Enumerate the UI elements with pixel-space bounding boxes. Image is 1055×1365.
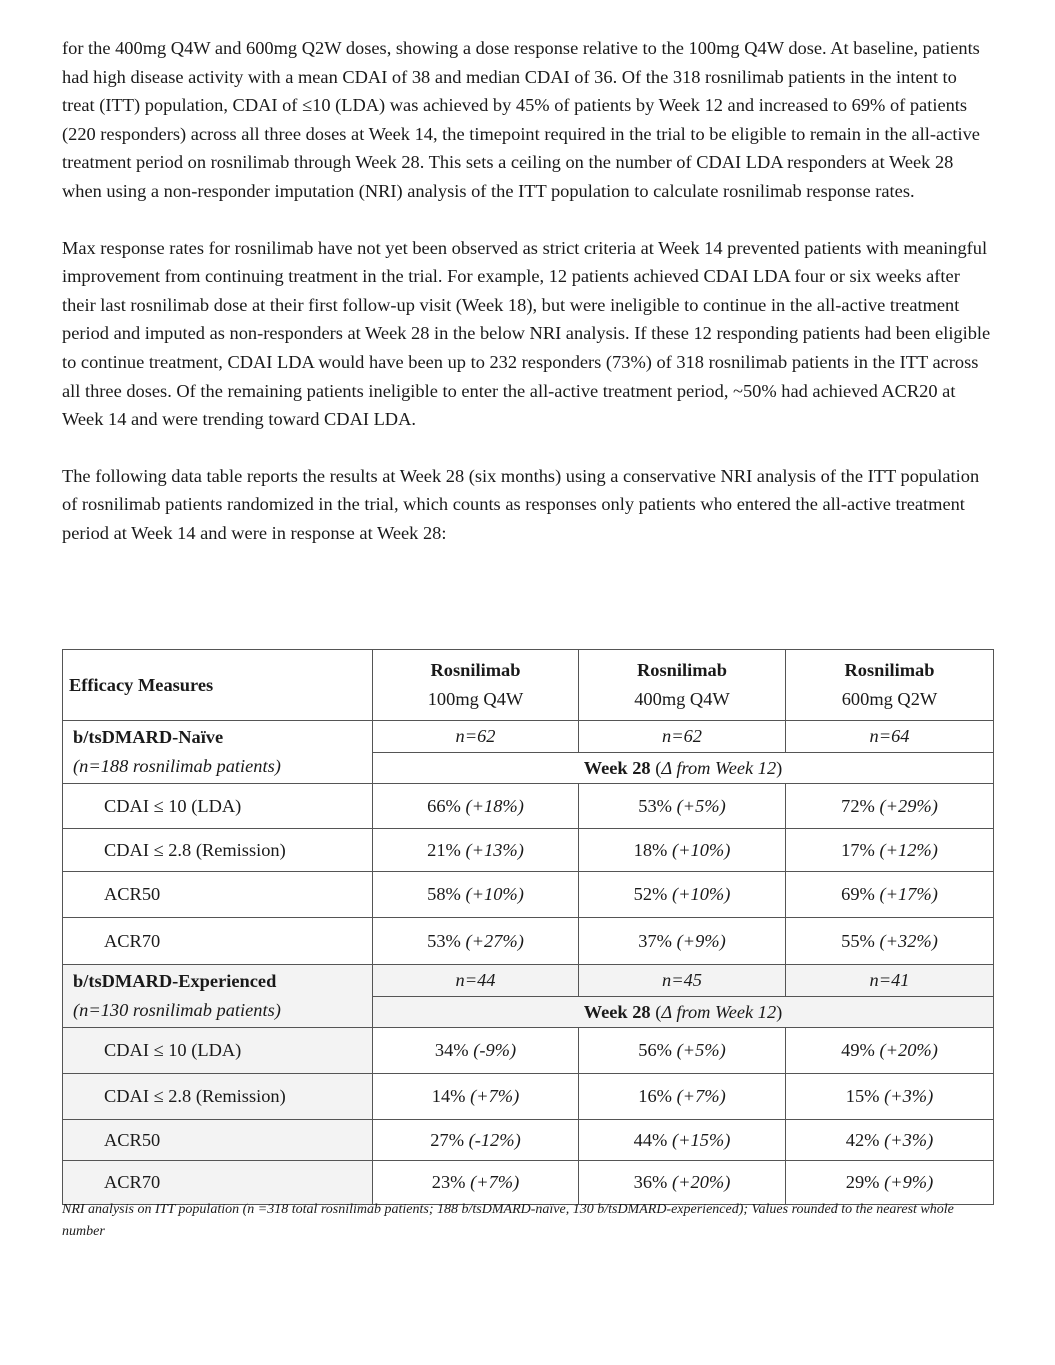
dose-header-100mg: Rosnilimab 100mg Q4W (373, 650, 579, 721)
table-header-row (63, 650, 994, 721)
group-label-experienced: b/tsDMARD-Experienced (n=130 rosnilimab patients) (63, 965, 373, 1028)
value-cell: 72% (+29%) (786, 784, 994, 829)
measure-label: CDAI ≤ 2.8 (Remission) (63, 1074, 373, 1120)
value-cell: 29% (+9%) (786, 1161, 994, 1205)
value-cell: 44% (+15%) (579, 1120, 786, 1161)
efficacy-measures-header: Efficacy Measures (63, 650, 373, 721)
value-cell: 55% (+32%) (786, 918, 994, 965)
measure-label: ACR70 (63, 1161, 373, 1205)
efficacy-table (62, 649, 994, 1205)
table-footnote: NRI analysis on ITT population (n =318 total rosnilimab patients; 188 b/tsDMARD-naïve, 130 b/tsDMARD-experienced); Values rounded to the nearest whole number (62, 1202, 954, 1239)
dose-header-600mg: Rosnilimab 600mg Q2W (786, 650, 994, 721)
n-count: n=62 (579, 721, 786, 753)
table-row (63, 872, 994, 918)
n-count: n=64 (786, 721, 994, 753)
table-row (63, 1074, 994, 1120)
value-cell: 53% (+27%) (373, 918, 579, 965)
value-cell: 42% (+3%) (786, 1120, 994, 1161)
value-cell: 36% (+20%) (579, 1161, 786, 1205)
body-text (62, 34, 994, 576)
table-row (63, 829, 994, 872)
value-cell: 27% (-12%) (373, 1120, 579, 1161)
table-row (63, 1120, 994, 1161)
value-cell: 18% (+10%) (579, 829, 786, 872)
week-label: Week 28 (Δ from Week 12) (373, 997, 994, 1028)
table-row (63, 918, 994, 965)
measure-label: CDAI ≤ 10 (LDA) (63, 784, 373, 829)
group-row-experienced (63, 965, 994, 997)
measure-label: CDAI ≤ 10 (LDA) (63, 1028, 373, 1074)
paragraph-table-intro: The following data table reports the results at Week 28 (six months) using a conservative NRI analysis of the ITT population of rosnilimab patients randomized in the trial, which counts as responses only patients who entered the all-active treatment period at Week 14 and were in response at Week 28: (62, 465, 980, 543)
value-cell: 14% (+7%) (373, 1074, 579, 1120)
dose-header-400mg: Rosnilimab 400mg Q4W (579, 650, 786, 721)
paragraph-max-response: Max response rates for rosnilimab have not yet been observed as strict criteria at Week 14 prevented patients with meaningful improvement from continuing treatment in the trial. For example, 12 patients achieved CDAI LDA four or six weeks after their last rosnilimab dose at their first follow-up visit (Week 18), but were ineligible to continue in the all-active treatment period and imputed as non-responders at Week 28 in the below NRI analysis. If these 12 responding patients had been eligible to continue treatment, CDAI LDA would have been up to 232 responders (73%) of 318 rosnilimab patients in the ITT across all three doses. Of the remaining patients ineligible to enter the all-active treatment period, ~50% had achieved ACR20 at Week 14 and were trending toward CDAI LDA. (62, 237, 991, 430)
value-cell: 16% (+7%) (579, 1074, 786, 1120)
value-cell: 58% (+10%) (373, 872, 579, 918)
table-row (63, 784, 994, 829)
value-cell: 49% (+20%) (786, 1028, 994, 1074)
week-label: Week 28 (Δ from Week 12) (373, 753, 994, 784)
n-count: n=41 (786, 965, 994, 997)
measure-label: ACR50 (63, 872, 373, 918)
value-cell: 34% (-9%) (373, 1028, 579, 1074)
table-row (63, 1028, 994, 1074)
measure-label: ACR70 (63, 918, 373, 965)
value-cell: 23% (+7%) (373, 1161, 579, 1205)
value-cell: 37% (+9%) (579, 918, 786, 965)
measure-label: ACR50 (63, 1120, 373, 1161)
value-cell: 69% (+17%) (786, 872, 994, 918)
paragraph-dose-response: for the 400mg Q4W and 600mg Q2W doses, showing a dose response relative to the 100mg Q4W dose. At baseline, patients had high disease activity with a mean CDAI of 38 and median CDAI of 36. Of the 318 rosnilimab patients in the intent to treat (ITT) population, CDAI of ≤10 (LDA) was achieved by 45% of patients by Week 12 and increased to 69% of patients (220 responders) across all three doses at Week 14, the timepoint required in the trial to be eligible to remain in the all-active treatment period on rosnilimab through Week 28. This sets a ceiling on the number of CDAI LDA responders at Week 28 when using a non-responder imputation (NRI) analysis of the ITT population to calculate rosnilimab response rates. (62, 38, 980, 201)
measure-label: CDAI ≤ 2.8 (Remission) (63, 829, 373, 872)
group-label-naive: b/tsDMARD-Naïve (n=188 rosnilimab patients) (63, 721, 373, 784)
value-cell: 56% (+5%) (579, 1028, 786, 1074)
value-cell: 17% (+12%) (786, 829, 994, 872)
n-count: n=45 (579, 965, 786, 997)
n-count: n=44 (373, 965, 579, 997)
table-row (63, 1161, 994, 1205)
value-cell: 21% (+13%) (373, 829, 579, 872)
value-cell: 66% (+18%) (373, 784, 579, 829)
value-cell: 53% (+5%) (579, 784, 786, 829)
value-cell: 52% (+10%) (579, 872, 786, 918)
group-row-naive (63, 721, 994, 753)
n-count: n=62 (373, 721, 579, 753)
value-cell: 15% (+3%) (786, 1074, 994, 1120)
